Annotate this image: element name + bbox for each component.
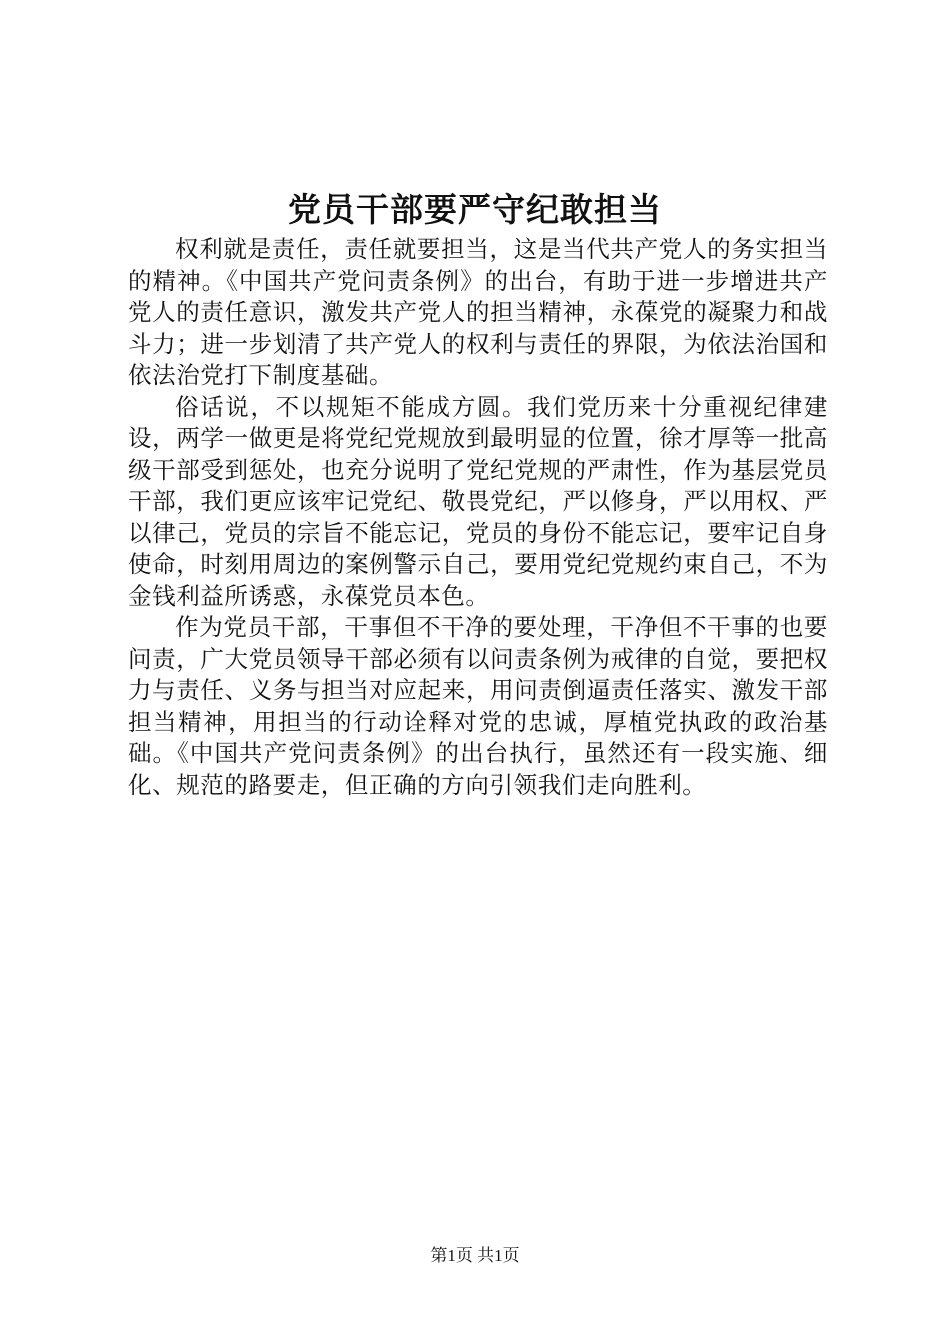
paragraph-1: 权利就是责任，责任就要担当，这是当代共产党人的务实担当的精神。《中国共产党问责条例》的出台，有助于进一步增进共产党人的责任意识，激发共产党人的担当精神，永葆党的凝聚力和战斗力；进一步划清了共产党人的权利与责任的界限，为依法治国和依法治党打下制度基础。 [128,235,828,389]
page-number-footer: 第1页 共1页 [430,1246,520,1265]
paragraph-3: 作为党员干部，干事但不干净的要处理，干净但不干事的也要问责，广大党员领导干部必须有以问责条例为戒律的自觉，要把权力与责任、义务与担当对应起来，用问责倒逼责任落实、激发干部担当精神，用担当的行动诠释对党的忠诚，厚植党执政的政治基础。《中国共产党问责条例》的出台执行，虽然还有一段实施、细化、规范的路要走，但正确的方向引领我们走向胜利。 [128,613,828,799]
document-body [128,234,828,801]
document-title: 党员干部要严守纪敢担当 [288,190,662,229]
paragraph-2: 俗话说，不以规矩不能成方圆。我们党历来十分重视纪律建设，两学一做更是将党纪党规放到最明显的位置，徐才厚等一批高级干部受到惩处，也充分说明了党纪党规的严肃性，作为基层党员干部，我们更应该牢记党纪、敬畏党纪，严以修身，严以用权、严以律己，党员的宗旨不能忘记，党员的身份不能忘记，要牢记自身使命，时刻用周边的案例警示自己，要用党纪党规约束自己，不为金钱利益所诱惑，永葆党员本色。 [128,392,828,610]
